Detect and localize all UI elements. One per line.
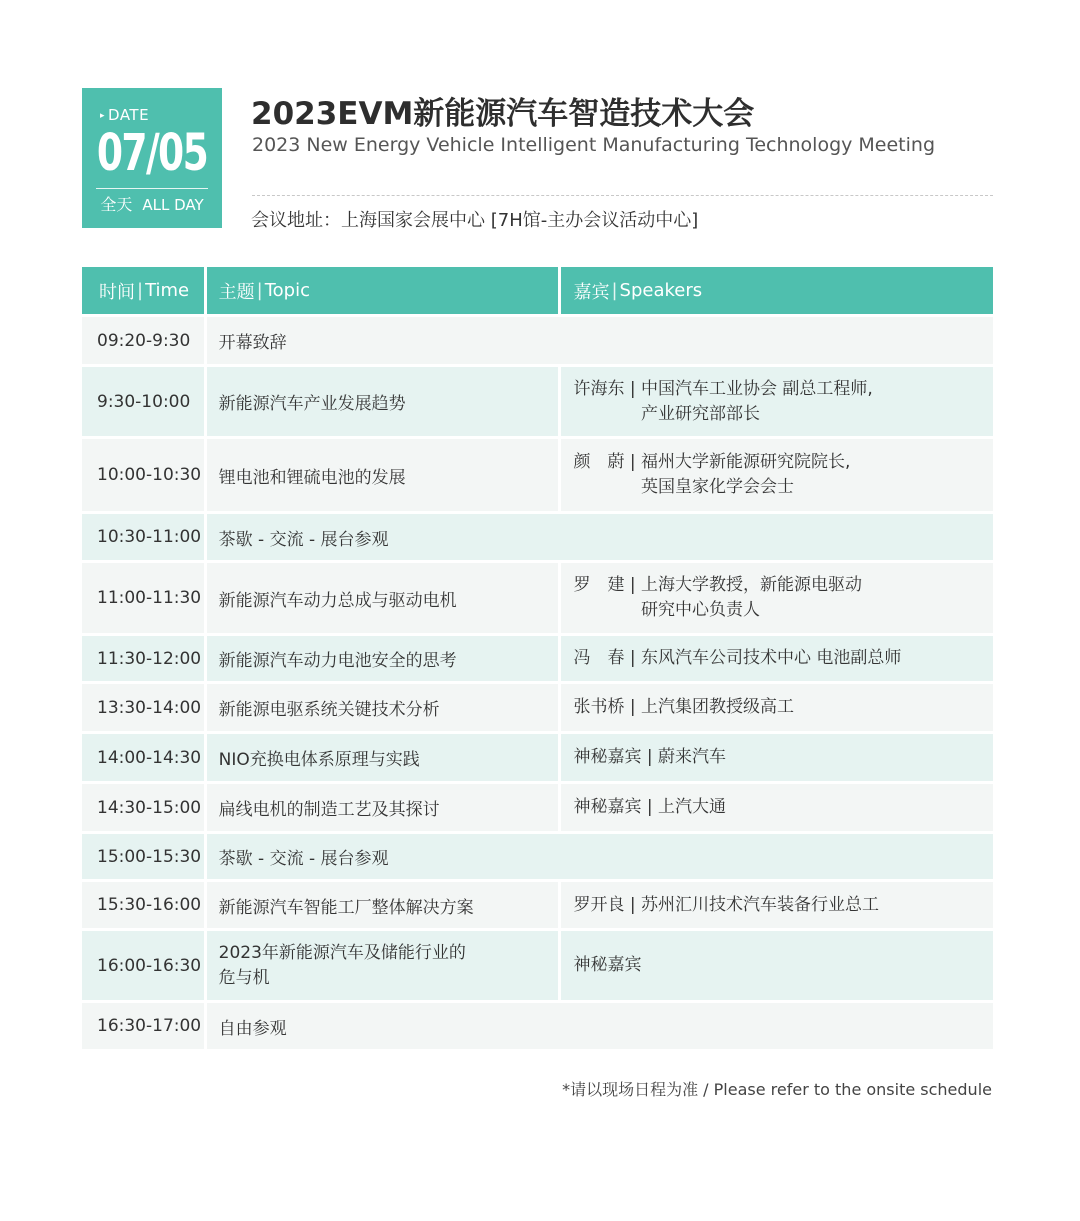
speaker-role: 英国皇家化学会会士 — [641, 477, 794, 497]
speaker-cell — [561, 563, 993, 633]
speaker-separator: | — [624, 452, 641, 472]
speaker-cell — [561, 882, 993, 928]
speaker-separator: | — [641, 747, 658, 767]
time-cell: 15:30-16:00 — [82, 882, 204, 928]
topic-cell: NIO充换电体系原理与实践 — [207, 734, 559, 781]
table-row — [82, 636, 993, 681]
topic-cell — [207, 931, 559, 1000]
topic-cell: 茶歇 - 交流 - 展台参观 — [207, 514, 993, 560]
topic-cell: 扁线电机的制造工艺及其探讨 — [207, 784, 559, 831]
time-cell: 10:00-10:30 — [82, 439, 204, 511]
speaker-roles — [641, 893, 879, 918]
header-separator: | — [137, 280, 144, 301]
speaker-role: 东风汽车公司技术中心 电池副总师 — [641, 648, 902, 668]
speaker-role: 上汽集团教授级高工 — [641, 697, 794, 717]
table-row — [82, 367, 993, 436]
allday-cn: 全天 — [100, 195, 133, 214]
speaker-cell — [561, 367, 993, 436]
header-speakers-cn: 嘉宾 — [573, 281, 610, 303]
topic-cell: 茶歇 - 交流 - 展台参观 — [207, 834, 993, 879]
date-day: 07/05 — [96, 124, 208, 183]
speaker-separator: | — [624, 648, 641, 668]
table-row — [82, 514, 993, 560]
date-label — [100, 106, 149, 124]
speaker-name: 神秘嘉宾 — [573, 797, 642, 817]
speaker-separator: | — [624, 378, 641, 399]
date-allday — [82, 192, 222, 215]
triangle-right-icon: ▸ — [100, 111, 106, 121]
time-cell: 11:00-11:30 — [82, 563, 204, 633]
speaker-cell — [561, 931, 993, 1000]
table-row — [82, 317, 993, 364]
speaker-roles — [658, 745, 726, 770]
time-cell: 9:30-10:00 — [82, 367, 204, 436]
speaker-role: 苏州汇川技术汽车装备行业总工 — [641, 894, 879, 915]
speaker-name: 罗开良 — [573, 894, 625, 915]
topic-line: 危与机 — [218, 967, 270, 988]
table-header — [82, 267, 993, 314]
allday-en: ALL DAY — [142, 196, 204, 214]
speaker-name: 神秘嘉宾 — [573, 747, 642, 767]
speaker-separator: | — [624, 894, 641, 915]
header-separator: | — [611, 280, 618, 301]
table-body — [82, 317, 993, 1049]
date-badge — [82, 88, 222, 228]
speaker-role: 研究中心负责人 — [641, 600, 760, 620]
time-cell: 14:30-15:00 — [82, 784, 204, 831]
table-row — [82, 684, 993, 731]
table-row — [82, 784, 993, 831]
speaker-name: 张书桥 — [573, 697, 625, 717]
speaker-separator: | — [624, 575, 641, 595]
speaker-role: 中国汽车工业协会 副总工程师, — [641, 378, 873, 399]
speaker-roles — [641, 450, 850, 500]
speaker-separator: | — [641, 797, 658, 817]
time-cell: 13:30-14:00 — [82, 684, 204, 731]
speaker-name: 颜 蔚 — [573, 452, 625, 472]
header-topic — [207, 267, 559, 314]
speaker-role: 上汽大通 — [658, 797, 726, 817]
speaker-cell — [561, 784, 993, 831]
header-topic-cn: 主题 — [218, 281, 255, 303]
topic-cell: 新能源汽车动力总成与驱动电机 — [207, 563, 559, 633]
venue-text: 会议地址：上海国家会展中心 [7H馆-主办会议活动中心] — [251, 210, 699, 231]
topic-cell: 新能源电驱系统关键技术分析 — [207, 684, 559, 731]
date-label-text: DATE — [108, 106, 150, 124]
header-topic-en: Topic — [264, 280, 310, 301]
time-cell: 09:20-9:30 — [82, 317, 204, 364]
topic-cell: 新能源汽车产业发展趋势 — [207, 367, 559, 436]
date-divider — [96, 188, 208, 189]
time-cell: 14:00-14:30 — [82, 734, 204, 781]
speaker-roles — [641, 695, 794, 720]
speaker-cell — [561, 636, 993, 681]
table-row — [82, 834, 993, 879]
footnote: *请以现场日程为准 / Please refer to the onsite schedule — [562, 1080, 992, 1099]
speaker-separator: | — [624, 697, 641, 717]
header-separator: | — [256, 280, 263, 301]
time-cell: 11:30-12:00 — [82, 636, 204, 681]
speaker-name: 罗 建 — [573, 575, 625, 595]
table-row — [82, 734, 993, 781]
table-row — [82, 931, 993, 1000]
time-cell: 16:30-17:00 — [82, 1003, 204, 1049]
header-time — [82, 267, 204, 314]
topic-line: 2023年新能源汽车及储能行业的 — [218, 942, 466, 963]
table-row — [82, 563, 993, 633]
speaker-name: 神秘嘉宾 — [573, 955, 642, 975]
table-row — [82, 1003, 993, 1049]
header-speakers — [561, 267, 993, 314]
header-speakers-en: Speakers — [619, 280, 703, 301]
topic-cell: 自由参观 — [207, 1003, 993, 1049]
speaker-cell — [561, 684, 993, 731]
topic-cell: 锂电池和锂硫电池的发展 — [207, 439, 559, 511]
table-row — [82, 439, 993, 511]
time-cell: 10:30-11:00 — [82, 514, 204, 560]
dashed-divider — [252, 195, 993, 196]
speaker-cell — [561, 734, 993, 781]
speaker-name: 冯 春 — [573, 648, 625, 668]
page-subtitle: 2023 New Energy Vehicle Intelligent Manufacturing Technology Meeting — [252, 134, 936, 156]
speaker-roles — [641, 573, 862, 623]
topic-cell: 新能源汽车智能工厂整体解决方案 — [207, 882, 559, 928]
speaker-role: 福州大学新能源研究院院长, — [641, 452, 851, 472]
table-row — [82, 882, 993, 928]
speaker-roles — [641, 646, 901, 671]
schedule-table — [82, 267, 993, 1052]
speaker-roles — [641, 377, 873, 427]
speaker-name: 许海东 — [573, 378, 625, 399]
time-cell: 15:00-15:30 — [82, 834, 204, 879]
header-time-cn: 时间 — [99, 281, 135, 303]
page-title: 2023EVM新能源汽车智造技术大会 — [251, 96, 755, 132]
header-time-en: Time — [145, 280, 190, 301]
topic-cell: 开幕致辞 — [207, 317, 993, 364]
speaker-cell — [561, 439, 993, 511]
topic-cell: 新能源汽车动力电池安全的思考 — [207, 636, 559, 681]
time-cell: 16:00-16:30 — [82, 931, 204, 1000]
speaker-role: 产业研究部部长 — [641, 403, 760, 424]
speaker-role: 上海大学教授，新能源电驱动 — [641, 575, 862, 595]
speaker-role: 蔚来汽车 — [658, 747, 726, 767]
speaker-roles — [658, 795, 726, 820]
